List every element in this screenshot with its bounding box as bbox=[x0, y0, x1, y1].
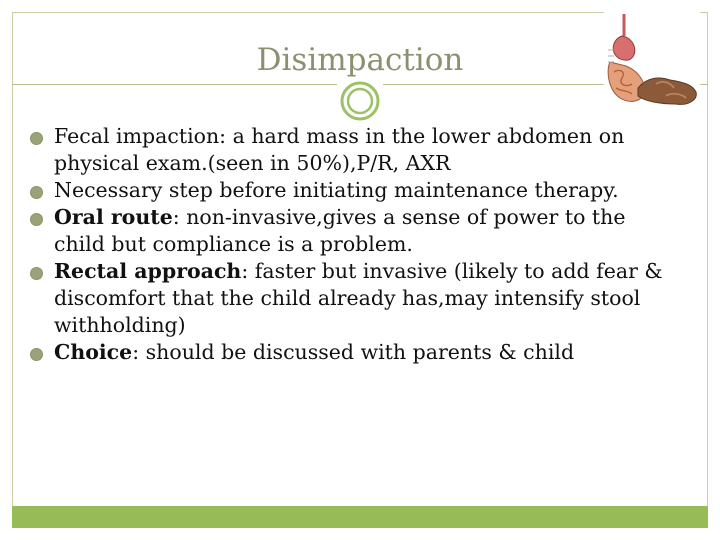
bullet-icon bbox=[30, 267, 43, 280]
bullet-icon bbox=[30, 132, 43, 145]
bullet-text: Necessary step before initiating maintenance therapy. bbox=[54, 178, 619, 202]
list-item bbox=[30, 177, 670, 204]
list-item bbox=[30, 123, 670, 177]
bullet-bold: Rectal approach bbox=[54, 259, 242, 283]
bullet-text: : should be discussed with parents & child bbox=[132, 340, 575, 364]
title-divider-left bbox=[12, 84, 337, 85]
double-ring-ornament-icon bbox=[339, 80, 381, 122]
bullet-bold: Choice bbox=[54, 340, 133, 364]
list-item bbox=[30, 258, 670, 339]
bullet-text: Fecal impaction: a hard mass in the lower abdomen on physical exam.(seen in 50%),P/R, AXR bbox=[54, 124, 625, 175]
bullet-icon bbox=[30, 213, 43, 226]
slide-title: Disimpaction bbox=[256, 42, 464, 78]
bullet-text: : non-invasive,gives a sense of power to the child but compliance is a problem. bbox=[54, 205, 626, 256]
bullet-icon bbox=[30, 186, 43, 199]
bullet-icon bbox=[30, 348, 43, 361]
bullet-bold: Oral route bbox=[54, 205, 173, 229]
list-item bbox=[30, 339, 670, 366]
bullet-list bbox=[30, 123, 670, 366]
list-item bbox=[30, 204, 670, 258]
bullet-text: : faster but invasive (likely to add fear & discomfort that the child already has,may intensify stool withholding) bbox=[54, 259, 663, 337]
footer-accent-bar bbox=[12, 506, 708, 528]
digestive-system-icon bbox=[596, 10, 708, 110]
